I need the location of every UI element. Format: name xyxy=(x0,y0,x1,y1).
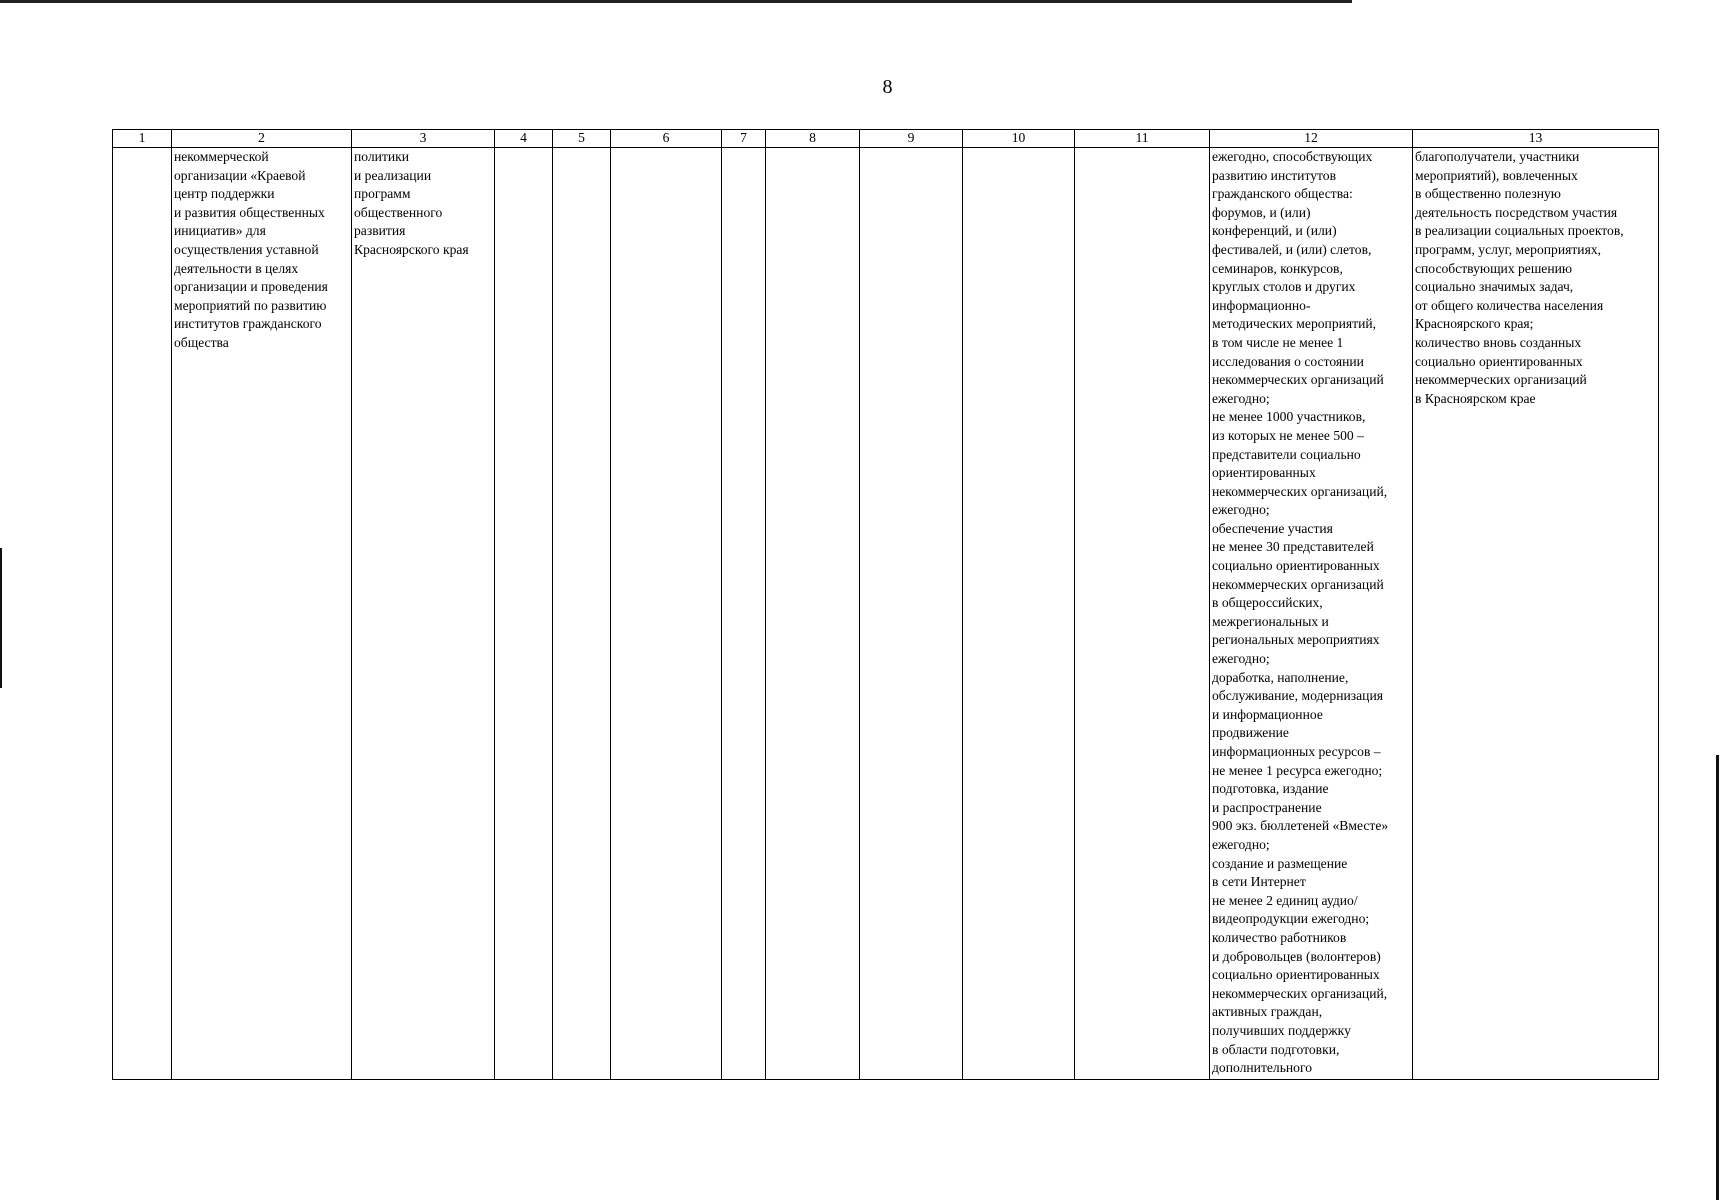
cell-text-line: ежегодно; xyxy=(1212,651,1270,667)
cell-text-line: мероприятий по развитию xyxy=(174,297,327,313)
cell-text-line: в общероссийских, xyxy=(1212,595,1323,611)
column-number-row xyxy=(113,130,1659,148)
cell-text-line: количество работников xyxy=(1212,929,1347,945)
cell-col-13 xyxy=(1413,148,1659,1080)
cell-text-line: программ, услуг, мероприятиях, xyxy=(1415,241,1602,257)
table-row xyxy=(113,148,1659,1080)
cell-text-line: программ xyxy=(354,186,411,202)
cell-text-line: мероприятий), вовлеченных xyxy=(1415,167,1578,183)
left-edge-scan-mark xyxy=(0,548,2,688)
cell-text-line: в области подготовки, xyxy=(1212,1041,1340,1057)
column-number-2: 2 xyxy=(172,130,352,148)
cell-text-line: не менее 30 представителей xyxy=(1212,539,1374,555)
cell-text-line: деятельности в целях xyxy=(174,260,299,276)
cell-text-line: некоммерческих организаций, xyxy=(1212,483,1388,499)
cell-text-line: ежегодно; xyxy=(1212,502,1270,518)
cell-text-line: не менее 1 ресурса ежегодно; xyxy=(1212,762,1383,778)
cell-text-line: общественного xyxy=(354,204,443,220)
cell-text-line: методических мероприятий, xyxy=(1212,316,1377,332)
cell-text-line: активных граждан, xyxy=(1212,1004,1323,1020)
cell-text-line: деятельность посредством участия xyxy=(1415,204,1618,220)
cell-col-4 xyxy=(495,148,553,1080)
cell-text-line: Красноярского края; xyxy=(1415,316,1534,332)
column-number-6: 6 xyxy=(611,130,722,148)
cell-text-line: не менее 1000 участников, xyxy=(1212,409,1366,425)
cell-text-line: ежегодно; xyxy=(1212,390,1270,406)
cell-col-10 xyxy=(963,148,1075,1080)
cell-col-3 xyxy=(352,148,495,1080)
cell-text-line: не менее 2 единиц аудио/ xyxy=(1212,892,1358,908)
cell-text-line: благополучатели, участники xyxy=(1415,149,1580,164)
cell-col-2 xyxy=(172,148,352,1080)
cell-text-line: межрегиональных и xyxy=(1212,613,1329,629)
right-edge-scan-mark xyxy=(1716,755,1719,1200)
cell-text-line: и информационное xyxy=(1212,706,1323,722)
cell-text-line: информационных ресурсов – xyxy=(1212,744,1381,759)
cell-text-line: дополнительного xyxy=(1212,1060,1313,1076)
cell-text-line: некоммерческих организаций xyxy=(1415,372,1587,388)
cell-text-line: представители социально xyxy=(1212,446,1361,462)
cell-text-line: организации «Краевой xyxy=(174,167,306,183)
cell-text-line: создание и размещение xyxy=(1212,855,1348,871)
cell-text-line: исследования о состоянии xyxy=(1212,353,1364,369)
cell-col-9 xyxy=(860,148,963,1080)
cell-text-line: общества xyxy=(174,334,229,350)
cell-text-line: некоммерческих организаций xyxy=(1212,576,1384,592)
cell-text-line: и развития общественных xyxy=(174,204,325,220)
cell-text-line: из которых не менее 500 – xyxy=(1212,427,1364,443)
cell-text-line: фестивалей, и (или) слетов, xyxy=(1212,241,1372,257)
cell-col-11 xyxy=(1075,148,1210,1080)
cell-text-line: социально ориентированных xyxy=(1212,558,1380,574)
cell-col-6 xyxy=(611,148,722,1080)
cell-col-5 xyxy=(553,148,611,1080)
cell-col-1 xyxy=(113,148,172,1080)
column-number-8: 8 xyxy=(766,130,860,148)
cell-text-line: 900 экз. бюллетеней «Вместе» xyxy=(1212,818,1389,834)
cell-text-line: от общего количества населения xyxy=(1415,297,1604,313)
cell-text-line: количество вновь созданных xyxy=(1415,334,1582,350)
cell-text-line: продвижение xyxy=(1212,725,1289,741)
cell-text-line: круглых столов и других xyxy=(1212,279,1356,295)
cell-text-line: социально ориентированных xyxy=(1212,967,1380,983)
cell-text-line: информационно- xyxy=(1212,297,1311,313)
cell-text-line: и реализации xyxy=(354,167,432,183)
cell-text-line: способствующих решению xyxy=(1415,260,1573,276)
cell-text-line: ежегодно; xyxy=(1212,836,1270,852)
cell-text-line: подготовка, издание xyxy=(1212,781,1329,797)
top-scan-rule xyxy=(0,0,1352,3)
cell-text-line: развитию институтов xyxy=(1212,167,1336,183)
cell-text-line: осуществления уставной xyxy=(174,241,319,257)
column-number-10: 10 xyxy=(963,130,1075,148)
cell-text-line: центр поддержки xyxy=(174,186,275,202)
column-number-7: 7 xyxy=(722,130,766,148)
cell-text-line: в том числе не менее 1 xyxy=(1212,334,1344,350)
cell-text-line: ориентированных xyxy=(1212,465,1316,481)
cell-text-line: получивших поддержку xyxy=(1212,1022,1351,1038)
cell-col-8 xyxy=(766,148,860,1080)
cell-text-line: и добровольцев (волонтеров) xyxy=(1212,948,1381,964)
cell-text-line: ежегодно, способствующих xyxy=(1212,149,1373,164)
page-number: 8 xyxy=(882,76,893,98)
cell-text-line: видеопродукции ежегодно; xyxy=(1212,911,1370,927)
cell-text-line: семинаров, конкурсов, xyxy=(1212,260,1343,276)
cell-text-line: гражданского общества: xyxy=(1212,186,1353,202)
cell-text-line: организации и проведения xyxy=(174,279,328,295)
cell-text-line: социально ориентированных xyxy=(1415,353,1583,369)
column-number-4: 4 xyxy=(495,130,553,148)
cell-text-line: доработка, наполнение, xyxy=(1212,669,1349,685)
cell-text-line: обслуживание, модернизация xyxy=(1212,688,1383,704)
cell-text-line: инициатив» для xyxy=(174,223,266,239)
column-number-12: 12 xyxy=(1210,130,1413,148)
cell-text-line: региональных мероприятиях xyxy=(1212,632,1380,648)
cell-col-12 xyxy=(1210,148,1413,1080)
column-number-5: 5 xyxy=(553,130,611,148)
cell-text-line: социально значимых задач, xyxy=(1415,279,1574,295)
cell-col-7 xyxy=(722,148,766,1080)
cell-text-line: конференций, и (или) xyxy=(1212,223,1337,239)
cell-text-line: в реализации социальных проектов, xyxy=(1415,223,1624,239)
cell-text-line: в Красноярском крае xyxy=(1415,390,1536,406)
cell-text-line: в сети Интернет xyxy=(1212,874,1306,890)
cell-text-line: и распространение xyxy=(1212,799,1322,815)
cell-text-line: политики xyxy=(354,149,410,164)
cell-text-line: обеспечение участия xyxy=(1212,520,1333,536)
column-number-9: 9 xyxy=(860,130,963,148)
cell-text-line: форумов, и (или) xyxy=(1212,204,1311,220)
cell-text-line: некоммерческих организаций xyxy=(1212,372,1384,388)
cell-text-line: развития xyxy=(354,223,406,239)
cell-text-line: некоммерческих организаций, xyxy=(1212,985,1388,1001)
column-number-3: 3 xyxy=(352,130,495,148)
column-number-11: 11 xyxy=(1075,130,1210,148)
column-number-1: 1 xyxy=(113,130,172,148)
cell-text-line: институтов гражданского xyxy=(174,316,322,332)
cell-text-line: в общественно полезную xyxy=(1415,186,1561,202)
cell-text-line: некоммерческой xyxy=(174,149,269,164)
column-number-13: 13 xyxy=(1413,130,1659,148)
activities-table xyxy=(112,129,1659,1080)
cell-text-line: Красноярского края xyxy=(354,241,469,257)
